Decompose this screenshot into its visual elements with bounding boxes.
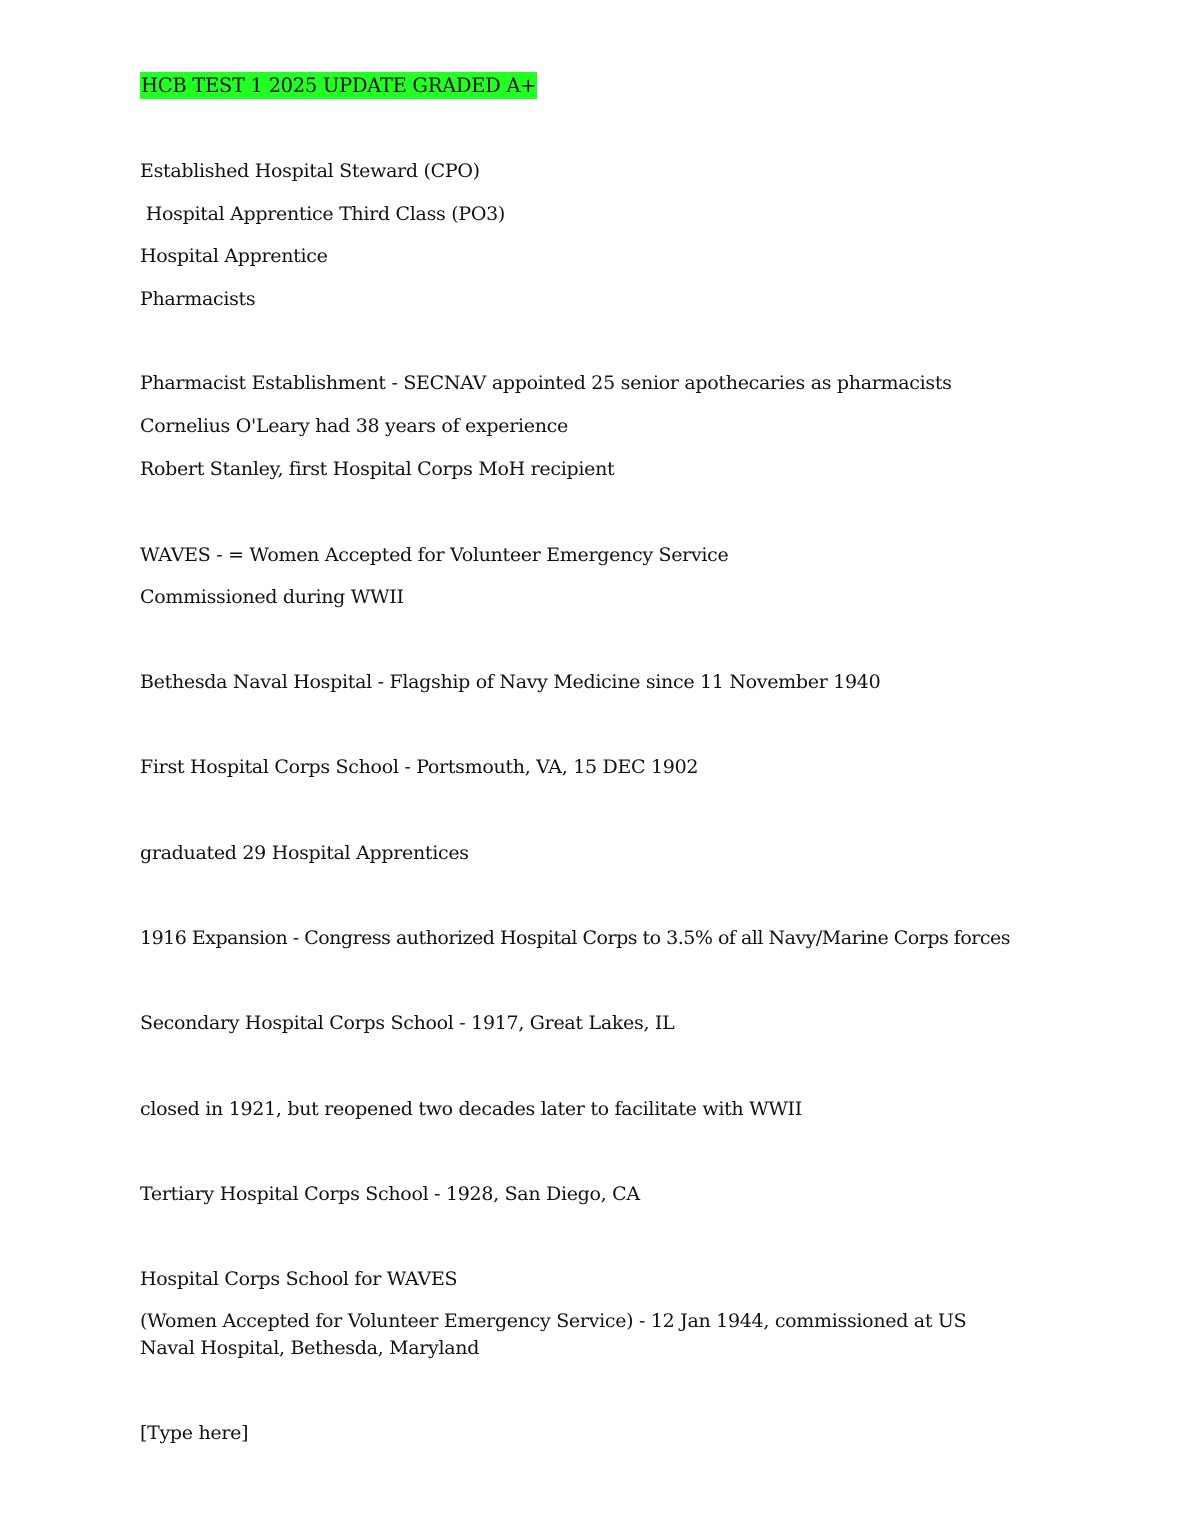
text-line: Bethesda Naval Hospital - Flagship of Navy Medicine since 11 November 1940	[140, 671, 881, 693]
text-line: Hospital Apprentice Third Class (PO3)	[140, 203, 505, 225]
text-line: 1916 Expansion - Congress authorized Hospital Corps to 3.5% of all Navy/Marine Corps forces	[140, 927, 1010, 949]
text-line: Pharmacist Establishment - SECNAV appointed 25 senior apothecaries as pharmacists	[140, 372, 952, 394]
document-title: HCB TEST 1 2025 UPDATE GRADED A+	[141, 74, 537, 97]
text-line: graduated 29 Hospital Apprentices	[140, 842, 469, 864]
text-line: Established Hospital Steward (CPO)	[140, 160, 480, 182]
text-line: Secondary Hospital Corps School - 1917, Great Lakes, IL	[140, 1012, 675, 1034]
text-line: WAVES - = Women Accepted for Volunteer Emergency Service	[140, 544, 729, 566]
footer-placeholder: [Type here]	[140, 1422, 249, 1444]
text-paragraph: (Women Accepted for Volunteer Emergency Service) - 12 Jan 1944, commissioned at US Naval Hospital, Bethesda, Maryland	[140, 1310, 967, 1359]
text-line: closed in 1921, but reopened two decades later to facilitate with WWII	[140, 1098, 802, 1120]
text-line: Robert Stanley, first Hospital Corps MoH recipient	[140, 458, 615, 480]
text-line: Cornelius O'Leary had 38 years of experience	[140, 415, 568, 437]
text-line: Commissioned during WWII	[140, 586, 404, 608]
text-line: Hospital Apprentice	[140, 245, 328, 267]
text-line: First Hospital Corps School - Portsmouth, VA, 15 DEC 1902	[140, 756, 699, 778]
text-line: Pharmacists	[140, 288, 256, 310]
text-line: Hospital Corps School for WAVES	[140, 1268, 458, 1290]
text-line: Tertiary Hospital Corps School - 1928, San Diego, CA	[140, 1183, 640, 1205]
